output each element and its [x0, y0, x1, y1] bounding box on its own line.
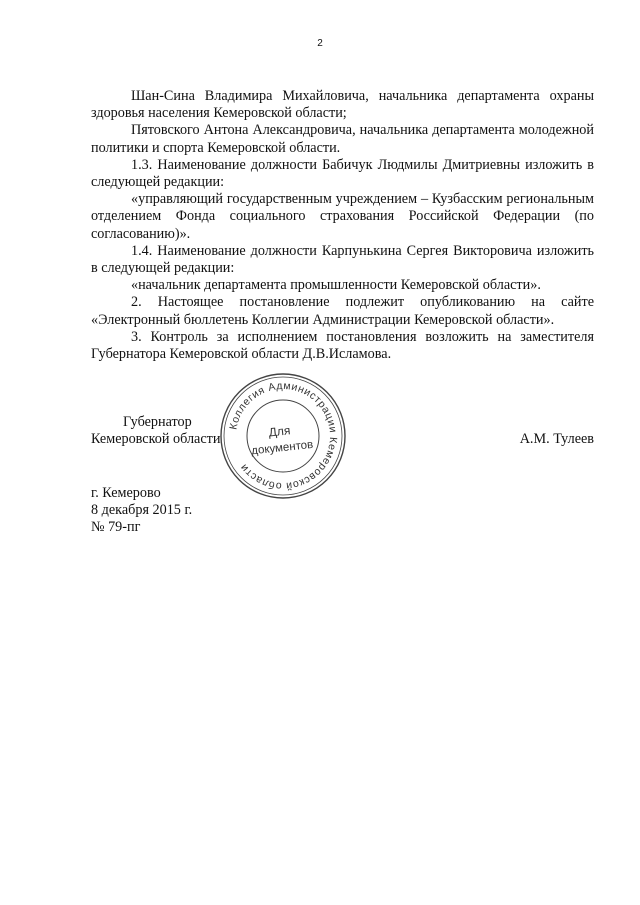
paragraph: 3. Контроль за исполнением постановления возложить на заместителя Губернатора Кемеровской области Д.В.Исламова.	[91, 328, 594, 363]
document-date: 8 декабря 2015 г.	[91, 502, 193, 519]
paragraph: 1.3. Наименование должности Бабичук Людмилы Дмитриевны изложить в следующей редакции:	[91, 156, 594, 191]
paragraph: Шан-Сина Владимира Михайловича, начальника департамента охраны здоровья населения Кемеровской области;	[91, 88, 594, 122]
official-stamp	[218, 371, 348, 501]
paragraph: Пятовского Антона Александровича, начальника департамента молодежной политики и спорта Кемеровской области.	[91, 122, 594, 156]
signatory-region: Кемеровской области	[91, 431, 221, 447]
stamp-center-line2: документов	[250, 438, 314, 458]
city: г. Кемерово	[91, 485, 161, 501]
document-footer	[91, 485, 192, 537]
paragraph: «начальник департамента промышленности Кемеровской области».	[131, 277, 541, 294]
stamp-ring-text: Коллегия Администрации Кемеровской области	[227, 379, 340, 493]
document-body	[91, 88, 594, 363]
signatory-title: Губернатор	[123, 414, 192, 430]
paragraph: 2. Настоящее постановление подлежит опубликованию на сайте «Электронный бюллетень Коллегии Администрации Кемеровской области».	[91, 294, 594, 328]
page-number: 2	[317, 38, 323, 49]
document-number: № 79-пг	[91, 519, 141, 536]
paragraph: «управляющий государственным учреждением – Кузбасским региональным отделением Фонда социального страхования Российской Федерации (по согласованию)».	[91, 191, 594, 242]
signatory-name: А.М. Тулеев	[519, 431, 594, 447]
stamp-center-line1: Для	[268, 423, 291, 440]
paragraph: 1.4. Наименование должности Карпунькина Сергея Викторовича изложить в следующей редакции:	[91, 242, 594, 277]
